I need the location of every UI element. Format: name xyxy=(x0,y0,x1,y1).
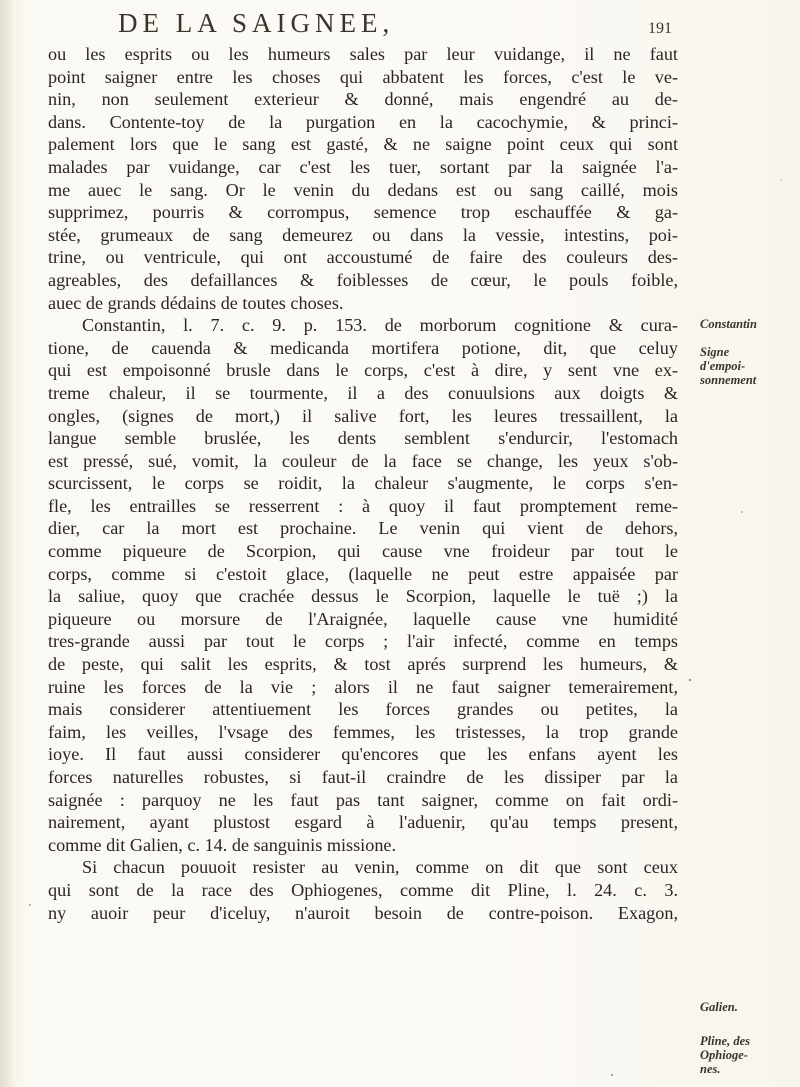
text-line: Si chacun pouuoit resister au venin, comme on dit que sont ceux xyxy=(82,857,678,878)
text-line: stée, grumeaux de sang demeurez ou dans la vessie, intestins, poi- xyxy=(48,224,678,245)
text-line: treme chaleur, il se tourmente, il a des conuulsions aux doigts & xyxy=(48,382,678,403)
text-line: supprimez, pourris & corrompus, semence trop eschauffée & ga- xyxy=(48,202,678,223)
text-line: piqueure ou morsure de l'Araignée, laquelle cause vne humidité xyxy=(48,608,678,629)
margin-note-galien xyxy=(700,1000,800,1014)
text-line: faim, les veilles, l'vsage des femmes, les tristesses, la trop grande xyxy=(48,721,678,742)
margin-note-pline xyxy=(700,1034,800,1076)
text-line: me auec le sang. Or le venin du dedans est ou sang caillé, mois xyxy=(48,179,678,200)
text-line: nin, non seulement exterieur & donné, mais engendré au de- xyxy=(48,89,678,110)
text-line: ny auoir peur d'iceluy, n'auroit besoin de contre-poison. Exagon, xyxy=(48,902,678,923)
text-line: de peste, qui salit les esprits, & tost aprés surprend les humeurs, & xyxy=(48,654,678,675)
text-line: dier, car la mort est prochaine. Le venin qui vient de dehors, xyxy=(48,518,678,539)
text-line: Constantin, l. 7. c. 9. p. 153. de morborum cognitione & cura- xyxy=(82,315,678,336)
text-line: auec de grands dédains de toutes choses. xyxy=(48,292,344,313)
text-line: comme piqueure de Scorpion, qui cause vne froideur par tout le xyxy=(48,541,678,562)
margin-note-line: nes. xyxy=(700,1062,721,1076)
text-line: corps, comme si c'estoit glace, (laquelle ne peut estre appaisée par xyxy=(48,563,678,584)
text-line: trine, ou ventricule, qui ont accoustumé de faire des couleurs des- xyxy=(48,247,678,268)
text-line: qui est empoisonné brusle dans le corps, c'est à dire, y sent vne ex- xyxy=(48,360,678,381)
text-line: agreables, des defaillances & foiblesses de cœur, le pouls foible, xyxy=(48,269,678,290)
text-line: comme dit Galien, c. 14. de sanguinis missione. xyxy=(48,834,397,855)
margin-note-signe xyxy=(700,345,800,387)
text-line: qui sont de la race des Ophiogenes, comme dit Pline, l. 24. c. 3. xyxy=(48,879,678,900)
text-line: mais considerer attentiuement les forces grandes ou petites, la xyxy=(48,699,678,720)
text-line: tione, de cauenda & medicanda mortifera potione, dit, que celuy xyxy=(48,337,678,358)
margin-note-line: d'empoi- xyxy=(700,359,746,373)
margin-note-constantin xyxy=(700,317,800,331)
text-line: ruine les forces de la vie ; alors il ne faut saigner temerairement, xyxy=(48,676,678,697)
page-header xyxy=(0,8,690,48)
text-line: la saliue, quoy que crachée dessus le Scorpion, laquelle le tuë ;) la xyxy=(48,586,678,607)
text-line: est pressé, sué, vomit, la couleur de la face se change, les yeux s'ob- xyxy=(48,450,678,471)
text-line: saignée : parquoy ne les faut pas tant saigner, comme on fait ordi- xyxy=(48,789,678,810)
page-number: 191 xyxy=(648,20,672,37)
text-line: ioye. Il faut aussi considerer qu'encores que les enfans ayent les xyxy=(48,744,678,765)
text-line: langue semble bruslée, les dents semblent s'endurcir, l'estomach xyxy=(48,428,678,449)
text-line: malades par vuidange, car c'est les tuer, sortant par la saignée l'a- xyxy=(48,156,678,177)
text-line: forces naturelles robustes, si faut-il craindre de les dissiper par la xyxy=(48,767,678,787)
text-line: ongles, (signes de mort,) il salive fort, les leures tressaillent, la xyxy=(48,405,678,426)
text-line: point saigner entre les choses qui abbatent les forces, c'est le ve- xyxy=(48,66,678,87)
text-line: dans. Contente-toy de la purgation en la cacochymie, & princi- xyxy=(48,111,678,132)
margin-note-line: Constantin xyxy=(700,317,757,331)
text-line: fle, les entrailles se resserrent : à quoy il faut promptement reme- xyxy=(48,495,678,516)
margin-note-line: sonnement xyxy=(700,373,757,387)
text-line: scurcissent, le corps se roidit, la chaleur s'augmente, le corps s'en- xyxy=(48,473,678,494)
margin-note-line: Galien. xyxy=(700,1000,738,1014)
body-text xyxy=(48,43,678,924)
text-line: tres-grande aussi par tout le corps ; l'air infecté, comme en temps xyxy=(48,631,678,652)
text-line: palement lors que le sang est gasté, & ne saigne point ceux qui sont xyxy=(48,134,678,155)
margin-note-line: Signe xyxy=(700,345,730,359)
margin-note-line: Pline, des xyxy=(700,1034,750,1048)
text-line: ou les esprits ou les humeurs sales par leur vuidange, il ne faut xyxy=(48,44,678,64)
running-head: DE LA SAIGNEE, xyxy=(118,8,395,38)
margin-note-line: Ophioge- xyxy=(700,1048,748,1062)
binding-shadow xyxy=(0,0,14,1087)
text-line: nairement, ayant plustost esgard à l'aduenir, qu'au temps present, xyxy=(48,812,678,833)
